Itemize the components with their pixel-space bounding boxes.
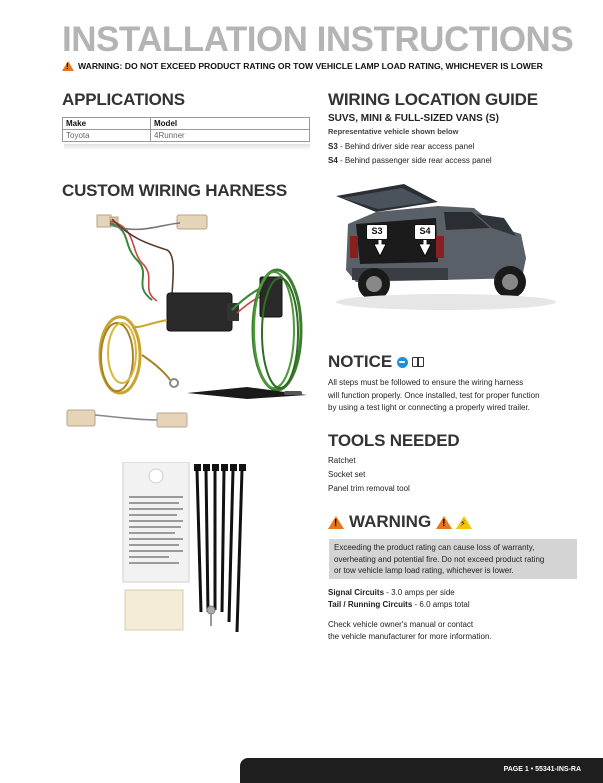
harness-heading: CUSTOM WIRING HARNESS <box>62 181 287 200</box>
guide-item-code: S3 <box>328 142 338 151</box>
notice-line: All steps must be followed to ensure the wiring harness <box>328 378 524 387</box>
connector-bottom-left <box>67 410 95 426</box>
warning-triangle-icon <box>328 516 344 529</box>
notice-info-icon <box>397 357 408 368</box>
warning-triangle-icon <box>62 61 74 71</box>
notice-line: will function properly. Once installed, test for proper function <box>328 390 540 400</box>
top-warning <box>62 61 543 71</box>
kit-contents-photo <box>115 462 255 642</box>
callout-s4: S4 <box>414 224 436 240</box>
converter-box <box>167 293 232 331</box>
notice-text <box>328 377 540 415</box>
col-model-header: Model <box>151 118 310 130</box>
warning-box-line: Exceeding the product rating can cause loss of warranty, <box>334 543 535 552</box>
col-make-header: Make <box>63 118 151 130</box>
spec-label: Signal Circuits <box>328 588 385 597</box>
ring-terminal <box>170 379 178 387</box>
notice-heading-row <box>328 352 424 372</box>
connector-top-left <box>97 215 111 227</box>
guide-subheading: SUVS, MINI & FULL-SIZED VANS (S) <box>328 113 499 124</box>
guide-note: Representative vehicle shown below <box>328 127 459 136</box>
tool-item: Socket set <box>328 470 366 479</box>
cell-model: 4Runner <box>151 130 310 142</box>
top-warning-text: WARNING: DO NOT EXCEED PRODUCT RATING OR TOW VEHICLE LAMP LOAD RATING, WHICHEVER IS LOWER <box>78 61 543 71</box>
footer-bar <box>240 758 603 783</box>
warning-heading: WARNING <box>349 512 432 531</box>
callout-s3: S3 <box>366 224 388 240</box>
footer-page-label: PAGE 1 • 55341-INS-RA <box>503 766 581 773</box>
guide-item-s4 <box>328 156 492 165</box>
guide-item-text: - Behind passenger side rear access panel <box>337 156 492 165</box>
cell-make: Toyota <box>63 130 151 142</box>
warning-box-line: or tow vehicle lamp load rating, whichever is lower. <box>334 566 514 575</box>
notice-heading: NOTICE <box>328 352 393 371</box>
warning-heading-row <box>328 512 472 532</box>
table-shadow <box>64 144 310 150</box>
tool-item: Panel trim removal tool <box>328 484 410 493</box>
adhesive-pad <box>125 590 183 630</box>
connector-top-right <box>177 215 207 229</box>
spec-signal-circuits <box>328 588 455 597</box>
guide-item-s3 <box>328 142 474 151</box>
connector-bottom-right <box>157 413 187 427</box>
page-title: INSTALLATION INSTRUCTIONS <box>62 20 574 59</box>
applications-heading: APPLICATIONS <box>62 90 185 109</box>
guide-item-text: - Behind driver side rear access panel <box>337 142 475 151</box>
guide-item-code: S4 <box>328 156 338 165</box>
table-header-row <box>63 118 310 130</box>
screw <box>207 606 215 614</box>
contact-line: Check vehicle owner's manual or contact <box>328 620 474 629</box>
warning-box <box>329 539 577 579</box>
spec-value: - 6.0 amps total <box>412 600 470 609</box>
wiring-harness-photo <box>62 205 312 445</box>
tool-item: Ratchet <box>328 456 356 465</box>
contact-text <box>328 619 492 643</box>
table-row <box>63 130 310 142</box>
tools-heading: TOOLS NEEDED <box>328 431 460 450</box>
contact-line: the vehicle manufacturer for more information. <box>328 632 492 641</box>
manual-book-icon <box>412 357 424 367</box>
guide-heading: WIRING LOCATION GUIDE <box>328 90 538 109</box>
vehicle-photo <box>326 178 581 323</box>
spec-tail-running-circuits <box>328 600 470 609</box>
warning-triangle-icon <box>436 516 452 529</box>
applications-table <box>62 117 310 142</box>
warning-box-line: overheating and potential fire. Do not exceed product rating <box>334 554 545 564</box>
notice-line: by using a test light or connecting a properly wired trailer. <box>328 403 530 412</box>
spec-label: Tail / Running Circuits <box>328 600 413 609</box>
spec-value: - 3.0 amps per side <box>384 588 455 597</box>
electrical-hazard-icon <box>456 516 472 529</box>
